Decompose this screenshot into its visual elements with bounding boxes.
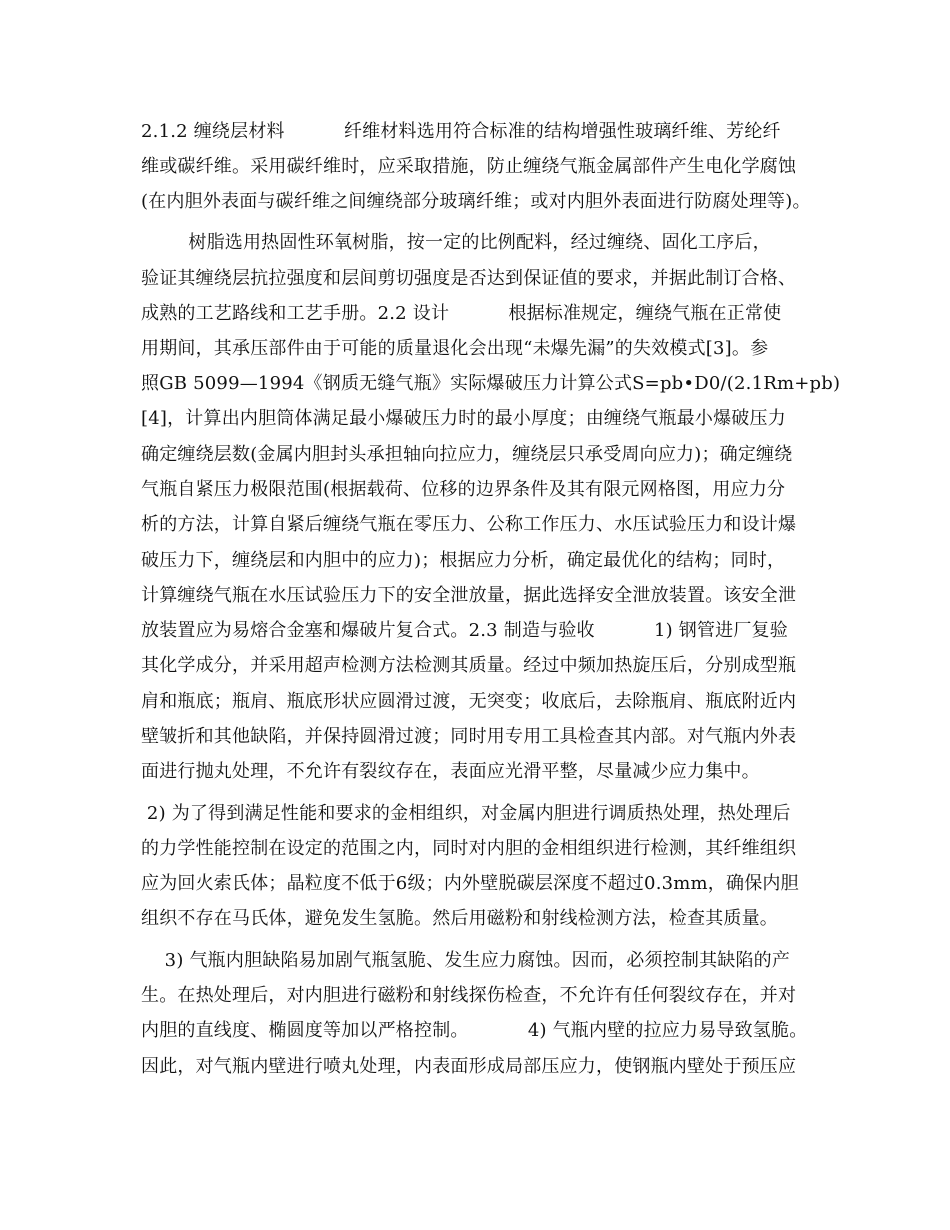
text-line: 树脂选用热固性环氧树脂，按一定的比例配料，经过缠绕、固化工序后， xyxy=(141,232,771,253)
text-line: 成熟的工艺路线和工艺手册。2.2 设计 根据标准规定，缠绕气瓶在正常使 xyxy=(141,303,782,324)
text-line: 内胆的直线度、椭圆度等加以严格控制。 4) 气瓶内壁的拉应力易导致氢脆。 xyxy=(141,1020,808,1041)
text-line: 用期间，其承压部件由于可能的质量退化会出现“未爆先漏”的失效模式[3]。参 xyxy=(141,338,769,359)
text-line: 破压力下，缠绕层和内胆中的应力)；根据应力分析，确定最优化的结构；同时， xyxy=(141,550,786,571)
text-line: 确定缠绕层数(金属内胆封头承担轴向拉应力，缠绕层只承受周向应力)；确定缠绕 xyxy=(141,444,793,465)
text-line: (在内胆外表面与碳纤维之间缠绕部分玻璃纤维；或对内胆外表面进行防腐处理等)。 xyxy=(141,191,811,212)
text-line: 肩和瓶底；瓶肩、瓶底形状应圆滑过渡，无突变；收底后，去除瓶肩、瓶底附近内 xyxy=(141,691,797,712)
text-line: 其化学成分，并采用超声检测方法检测其质量。经过中频加热旋压后，分别成型瓶 xyxy=(141,655,797,676)
text-line: 析的方法，计算自紧后缠绕气瓶在零压力、公称工作压力、水压试验压力和设计爆 xyxy=(141,514,797,535)
text-line: 2.1.2 缠绕层材料 纤维材料选用符合标准的结构增强性玻璃纤维、芳纶纤 xyxy=(141,121,781,142)
text-line: 壁皱折和其他缺陷，并保持圆滑过渡；同时用专用工具检查其内部。对气瓶内外表 xyxy=(141,726,797,747)
text-line: 放装置应为易熔合金塞和爆破片复合式。2.3 制造与验收 1) 钢管进厂复验 xyxy=(141,620,788,641)
text-line: 气瓶自紧压力极限范围(根据载荷、位移的边界条件及其有限元网格图，用应力分 xyxy=(141,479,786,500)
text-line: 生。在热处理后，对内胆进行磁粉和射线探伤检查，不允许有任何裂纹存在，并对 xyxy=(141,985,797,1006)
text-line: 验证其缠绕层抗拉强度和层间剪切强度是否达到保证值的要求，并据此制订合格、 xyxy=(141,268,797,289)
text-line: 应为回火索氏体；晶粒度不低于6级；内外壁脱碳层深度不超过0.3mm，确保内胆 xyxy=(141,873,799,894)
text-line: 组织不存在马氏体，避免发生氢脆。然后用磁粉和射线检测方法，检查其质量。 xyxy=(141,908,778,929)
text-line: 的力学性能控制在设定的范围之内，同时对内胆的金相组织进行检测，其纤维组织 xyxy=(141,838,797,859)
text-line: 照GB 5099—1994《钢质无缝气瓶》实际爆破压力计算公式S=pb•D0/(2.1Rm+pb) xyxy=(141,373,841,394)
text-line: [4]，计算出内胆筒体满足最小爆破压力时的最小厚度；由缠绕气瓶最小爆破压力 xyxy=(141,408,786,429)
text-line: 计算缠绕气瓶在水压试验压力下的安全泄放量，据此选择安全泄放装置。该安全泄 xyxy=(141,585,797,606)
text-line: 2) 为了得到满足性能和要求的金相组织，对金属内胆进行调质热处理，热处理后 xyxy=(141,803,791,824)
text-line: 3) 气瓶内胆缺陷易加剧气瓶氢脆、发生应力腐蚀。因而，必须控制其缺陷的产 xyxy=(141,950,791,971)
text-line: 面进行抛丸处理，不允许有裂纹存在，表面应光滑平整，尽量减少应力集中。 xyxy=(141,761,760,782)
text-line: 因此，对气瓶内壁进行喷丸处理，内表面形成局部压应力，使钢瓶内壁处于预压应 xyxy=(141,1056,797,1077)
text-line: 维或碳纤维。采用碳纤维时，应采取措施，防止缠绕气瓶金属部件产生电化学腐蚀 xyxy=(141,156,797,177)
